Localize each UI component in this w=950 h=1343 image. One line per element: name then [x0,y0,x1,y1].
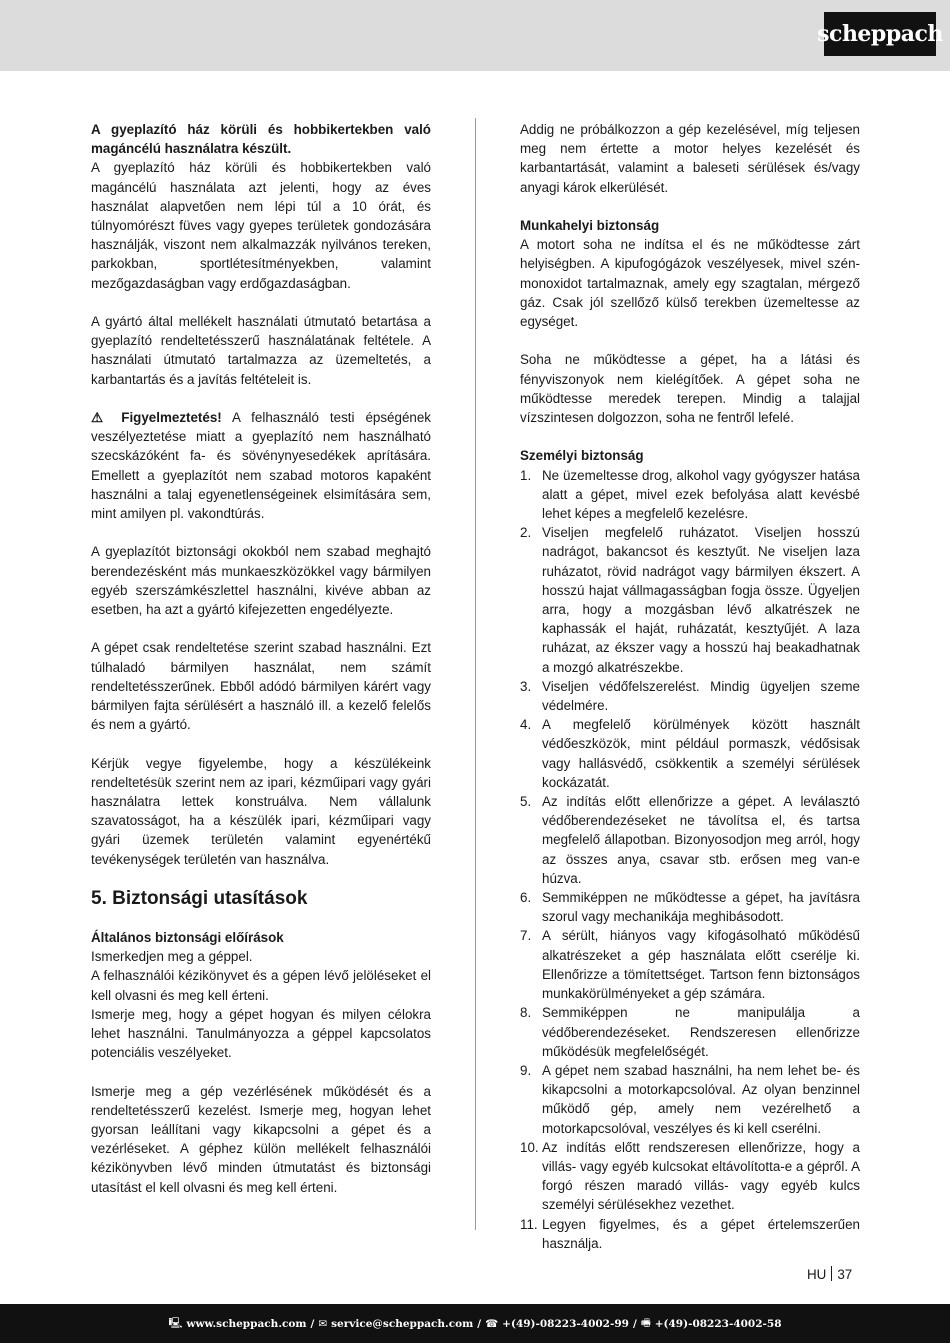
list-item: 9. A gépet nem szabad használni, ha nem lehet be- és kikapcsolni a motorkapcsolóval. Az olyan benzinnel működő gép, amely nem vezérelhető a motorkapcsolóval, veszélyes és ki kell cserélni. [520,1062,860,1136]
commercial-use-paragraph: Kérjük vegye figyelembe, hogy a készülékeink rendeltetésük szerint nem az ipari, kézműipari vagy gyári használatra lettek konstruálva. Nem vállalunk szavatosságot, ha a készülék ipari, kézműipari vagy gyári üzemek területén valamint egyenértékű tevékenységek területén van használva. [91,755,431,867]
list-item: 10. Az indítás előtt rendszeresen ellenőrizze, hogy a villás- vagy egyéb kulcsokat eltávolította-e a gépről. A forgó részen maradó villás- vagy egyéb kulcs személyi sérülésekhez vezethet. [520,1139,860,1213]
list-item: 8. Semmiképpen ne manipulálja a védőberendezéseket. Rendszeresen ellenőrizze működésük megfelelőségét. [520,1005,860,1059]
column-divider [475,118,476,1230]
fax-icon: 🖷 [640,1316,651,1329]
footer-separator: / [310,1317,315,1330]
page-number-value: 37 [837,1267,853,1282]
list-item: 4. A megfelelő körülmények között használt védőeszközök, mint például pormaszk, védősisak vagy hallásvédő, csökkentik a személyi sérülések kockázatát. [520,717,860,790]
drive-unit-paragraph: A gyeplazítót biztonsági okokból nem szabad meghajtó berendezésként más munkaeszközökkel vagy bármilyen egyéb szerszámkészlettel használni, kivéve abban az esetben, ha azt a gyártó kifejezetten engedélyezte. [91,544,431,618]
manual-paragraph: A gyártó által mellékelt használati útmutató betartása a gyeplazító rendeltetésszerű használatának feltétele. A használati útmutató tartalmazza az üzemeltetés, a karbantartás és a javítás feltételeit is. [91,314,431,387]
list-item: 1. Ne üzemeltesse drog, alkohol vagy gyógyszer hatása alatt a gépet, mivel ezek befolyása alatt kevésbé lehet képes a megfelelő kezelésre. [520,467,860,522]
proper-use-paragraph: A gépet csak rendeltetése szerint szabad használni. Ezt túlhaladó bármilyen használat, nem számít rendeltetésszerűnek. Ebből adódó bármilyen kárért vagy bármilyen fajta sérülésért a használó ill. a kezelő felelős és nem a gyártó. [91,640,431,733]
workplace-safety-heading: Munkahelyi biztonság [520,218,660,233]
list-item: 11. Legyen figyelmes, és a gépet értelemszerűen használja. [520,1216,860,1251]
personal-safety-list [520,466,860,1253]
workplace-paragraph-2: Soha ne működtesse a gépet, ha a látási és fényviszonyok nem kielégítőek. A gépet soha ne működtesse meredek terepen. Mindig a talajjal vízszintesen dolgozzon, soha ne fentről lefelé. [520,352,860,426]
list-item: 3. Viseljen védőfelszerelést. Mindig ügyeljen szeme védelmére. [520,678,860,714]
list-item: 2. Viseljen megfelelő ruházatot. Viseljen hosszú nadrágot, bakancsot és kesztyűt. Ne viseljen laza ruházatot, rövid nadrágot vagy bármilyen ékszert. A hosszú hajat vállmagasságban fogja össze. Ügyeljen arra, hogy a mozgásban lévő alkatrészek ne kaphassák el haját, ruházatát, kesztyűjét. A laza ruházat, az ékszer vagy a hosszú haj beakadhatnak a mozgó alkatrészekbe. [520,525,860,675]
general-line-1: Ismerkedjen meg a géppel. [91,949,253,965]
general-safety-heading: Általános biztonsági előírások [91,930,284,946]
right-column [520,120,860,1253]
personal-safety-heading: Személyi biztonság [520,448,644,464]
warning-text: A felhasználó testi épségének veszélyeztetése miatt a gyeplazító nem használható szecskázóként fa- és sövénynyesedékek aprítására. Emellett a gyeplazítót nem szabad motoros kapaként használni a talaj egyenetlenségeinek elsimítására sem, mint amilyen pl. vakondtúrás. [91,410,431,522]
general-paragraph-2: Ismerje meg a gép vezérlésének működését és a rendeltetésszerű kezelést. Ismerje meg, hogyan lehet gyorsan leállítani vagy kikapcsolni a gépet és a vezérléseket. A géphez külön mellékelt felhasználói kézikönyvben lévő minden útmutatást és biztonsági utasítást el kell olvasni és meg kell érteni. [91,1083,431,1195]
warning-paragraph [91,408,431,523]
page-language: HU [807,1267,827,1282]
operation-paragraph: Addig ne próbálkozzon a gép kezelésével, míg teljesen meg nem értette a motor helyes kezelését és karbantartását, valamint a baleseti sérülések és/vagy anyagi károk elkerülését. [520,122,860,195]
page-number [807,1266,852,1282]
left-column [91,120,431,1216]
list-item: 5. Az indítás előtt ellenőrizze a gépet. A leválasztó védőberendezéseket ne távolítsa el, és tartsa megfelelő állapotban. Bizonyosodjon meg arról, hogy az összes anya, csavar stb. erősen meg van-e húzva. [520,794,860,886]
footer-separator: / [477,1317,482,1330]
workplace-paragraph-1: A motort soha ne indítsa el és ne működtesse zárt helyiségben. A kipufogógázok veszélyesek, mivel szén-monoxidot tartalmaznak, amely egy szagtalan, mérgező gáz. Csak jól szellőző külső terekben üzemeltesse az egységet. [520,237,860,330]
footer-email[interactable]: service@scheppach.com [331,1317,474,1330]
list-item: 6. Semmiképpen ne működtesse a gépet, ha javításra szorul vagy mechanikája meghibásodott. [520,890,860,925]
computer-icon: 🖳 [168,1316,183,1329]
general-line-3: Ismerje meg, hogy a gépet hogyan és milyen célokra lehet használni. Tanulmányozza a géppel kapcsolatos potenciális veszélyeket. [91,1006,431,1061]
warning-icon: ⚠ [91,410,111,426]
mail-icon: ✉ [318,1317,328,1330]
footer-fax: +(49)-08223-4002-58 [654,1317,782,1330]
footer-phone: +(49)-08223-4002-99 [502,1317,629,1330]
phone-icon: ☎ [485,1317,499,1330]
warning-label: Figyelmeztetés! [121,410,222,426]
section-title: 5. Biztonsági utasítások [91,888,308,910]
intended-use-heading: A gyeplazító ház körüli és hobbikertekben való magáncélú használatra készült. [91,122,431,157]
footer-separator: / [632,1317,637,1330]
scheppach-logo: scheppach [824,12,936,56]
footer-website[interactable]: www.scheppach.com [186,1317,307,1330]
list-item: 7. A sérült, hiányos vagy kifogásolható működésű alkatrészeket a gép használata előtt cserélje ki. Ellenőrizze a tömítettséget. Tartson fenn biztonságos munkakörülményeket a gép számára. [520,928,860,1002]
intended-use-paragraph: A gyeplazító ház körüli és hobbikertekben való magáncélú használata azt jelenti, hogy az éves használat alapvetően nem lépi túl a 10 órát, és túlnyomórészt füves vagy gyepes területek gondozására használják, viszont nem alkalmazzák nyilvános tereken, parkokban, sportlétesítményekben, valamint mezőgazdaságban vagy erdőgazdaságban. [91,160,431,291]
header-bar [0,0,950,71]
footer-bar [0,1304,950,1343]
general-line-2: A felhasználói kézikönyvet és a gépen lévő jelöléseket el kell olvasni és meg kell érteni. [91,968,431,1003]
page-number-separator [831,1266,832,1281]
